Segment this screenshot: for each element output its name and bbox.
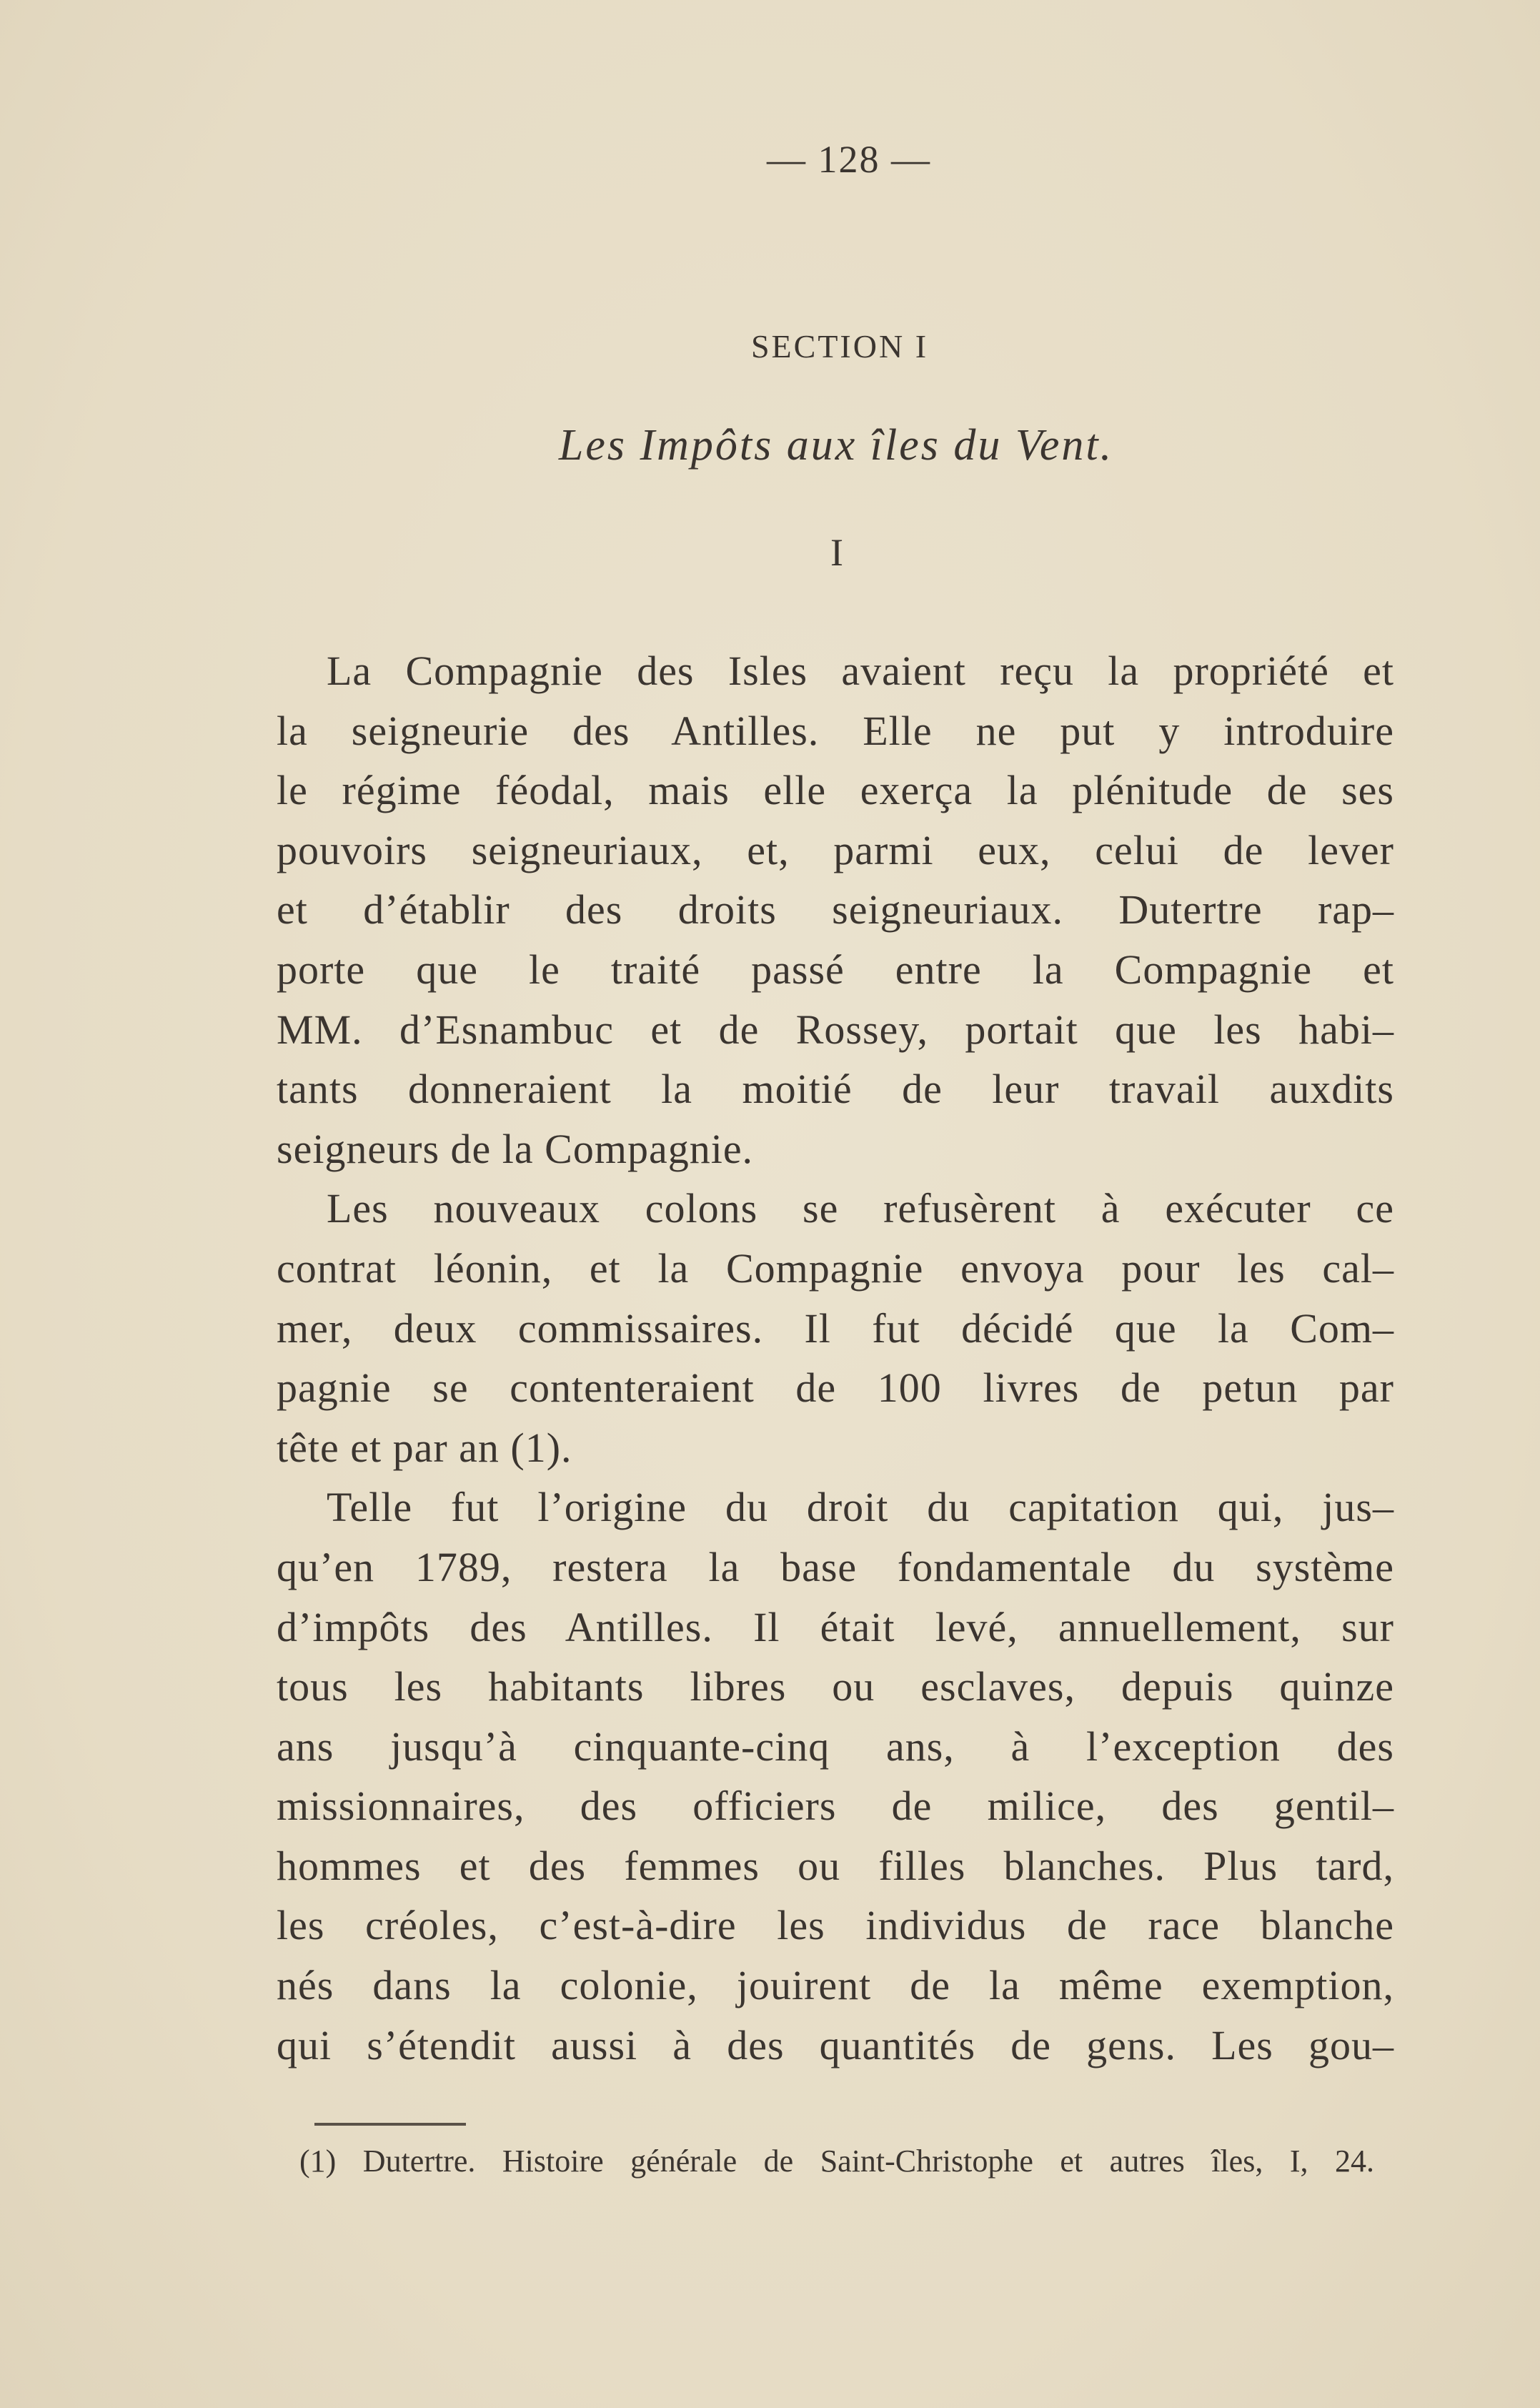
paragraph bbox=[277, 1183, 1394, 1482]
text-line: tous les habitants libres ou esclaves, depuis quinze bbox=[277, 1663, 1394, 1710]
page-number: — 128 — bbox=[767, 138, 931, 181]
footnote-rule bbox=[314, 2123, 466, 2126]
text-line: porte que le traité passé entre la Compagnie et bbox=[277, 946, 1394, 993]
text-line: et d’établir des droits seigneuriaux. Dutertre rap– bbox=[277, 886, 1394, 933]
text-line: nés dans la colonie, jouirent de la même exemption, bbox=[277, 1962, 1394, 2009]
text-line: missionnaires, des officiers de milice, des gentil– bbox=[277, 1783, 1394, 1830]
footnote: (1) Dutertre. Histoire générale de Saint-Christophe et autres îles, I, 24. bbox=[299, 2144, 1374, 2179]
text-line: Les nouveaux colons se refusèrent à exécuter ce bbox=[327, 1185, 1394, 1232]
text-line: mer, deux commissaires. Il fut décidé que la Com– bbox=[277, 1304, 1394, 1352]
text-line: pagnie se contenteraient de 100 livres de petun par bbox=[277, 1364, 1394, 1412]
subsection-number: I bbox=[830, 531, 843, 574]
text-line: les créoles, c’est-à-dire les individus de race blanche bbox=[277, 1902, 1394, 1949]
text-line: tants donneraient la moitié de leur travail auxdits bbox=[277, 1066, 1394, 1113]
text-line: contrat léonin, et la Compagnie envoya pour les cal– bbox=[277, 1244, 1394, 1292]
section-heading: SECTION I bbox=[750, 328, 929, 365]
paragraph bbox=[277, 1482, 1394, 2079]
text-line: seigneurs de la Compagnie. bbox=[277, 1125, 754, 1172]
text-line: d’impôts des Antilles. Il était levé, annuellement, sur bbox=[277, 1603, 1394, 1650]
text-line: tête et par an (1). bbox=[277, 1424, 572, 1471]
text-line: qui s’étendit aussi à des quantités de gens. Les gou– bbox=[277, 2021, 1394, 2068]
text-line: le régime féodal, mais elle exerça la plénitude de ses bbox=[277, 767, 1394, 814]
section-title: Les Impôts aux îles du Vent. bbox=[558, 421, 1114, 470]
text-line: Telle fut l’origine du droit du capitation qui, jus– bbox=[327, 1484, 1394, 1531]
text-line: MM. d’Esnambuc et de Rossey, portait que les habi– bbox=[277, 1006, 1394, 1053]
text-line: ans jusqu’à cinquante-cinq ans, à l’exception des bbox=[277, 1723, 1394, 1770]
text-line: qu’en 1789, restera la base fondamentale du système bbox=[277, 1543, 1394, 1590]
paragraph bbox=[277, 645, 1394, 1183]
text-line: la seigneurie des Antilles. Elle ne put y introduire bbox=[277, 707, 1394, 754]
body-text bbox=[277, 645, 1394, 2079]
text-line: pouvoirs seigneuriaux, et, parmi eux, celui de lever bbox=[277, 826, 1394, 873]
text-line: La Compagnie des Isles avaient reçu la propriété et bbox=[327, 648, 1394, 694]
text-line: hommes et des femmes ou filles blanches. Plus tard, bbox=[277, 1842, 1394, 1889]
